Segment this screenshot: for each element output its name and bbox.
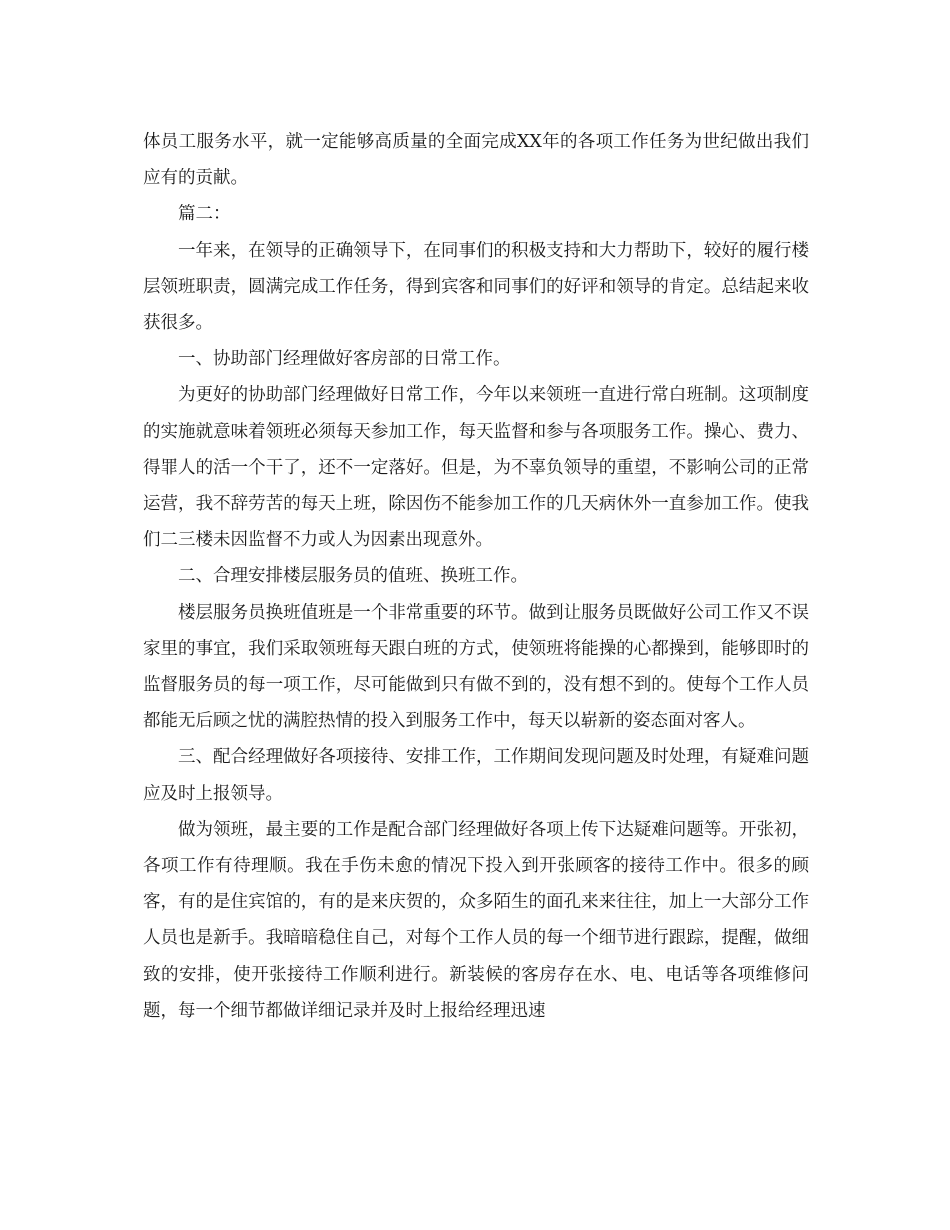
section-heading-part-two: 篇二： bbox=[178, 204, 231, 225]
paragraph-continuation: 体员工服务水平，就一定能够高质量的全面完成XX年的各项工作任务为世纪做出我们应有的贡献。 bbox=[143, 132, 809, 189]
heading-item-3: 三、配合经理做好各项接待、安排工作，工作期间发现问题及时处理，有疑难问题应及时上报领导。 bbox=[143, 747, 809, 804]
paragraph-item-1-body: 为更好的协助部门经理做好日常工作，今年以来领班一直进行常白班制。这项制度的实施就意味着领班必须每天参加工作，每天监督和参与各项服务工作。操心、费力、得罪人的活一个干了，还不一定落好。但是，为不辜负领导的重望，不影响公司的正常运营，我不辞劳苦的每天上班，除因伤不能参加工作的几天病休外一直参加工作。使我们二三楼未因监督不力或人为因素出现意外。 bbox=[143, 385, 809, 551]
heading-item-1: 一、协助部门经理做好客房部的日常工作。 bbox=[178, 349, 511, 370]
paragraph-intro: 一年来，在领导的正确领导下，在同事们的积极支持和大力帮助下，较好的履行楼层领班职责，圆满完成工作任务，得到宾客和同事们的好评和领导的肯定。总结起来收获很多。 bbox=[143, 240, 809, 334]
paragraph-item-3-body: 做为领班，最主要的工作是配合部门经理做好各项上传下达疑难问题等。开张初，各项工作有待理顺。我在手伤未愈的情况下投入到开张顾客的接待工作中。很多的顾客，有的是住宾馆的，有的是来庆贺的，众多陌生的面孔来来往往，加上一大部分工作人员也是新手。我暗暗稳住自己，对每个工作人员的每一个细节进行跟踪，提醒，做细致的安排，使开张接待工作顺利进行。新装候的客房存在水、电、电话等各项维修问题，每一个细节都做详细记录并及时上报给经理迅速 bbox=[143, 819, 809, 1021]
paragraph-item-2-body: 楼层服务员换班值班是一个非常重要的环节。做到让服务员既做好公司工作又不误家里的事宜，我们采取领班每天跟白班的方式，使领班将能操的心都操到，能够即时的监督服务员的每一项工作，尽可能做到只有做不到的，没有想不到的。使每个工作人员都能无后顾之忧的满腔热情的投入到服务工作中，每天以崭新的姿态面对客人。 bbox=[143, 602, 809, 732]
document-body bbox=[143, 124, 809, 1029]
heading-item-2: 二、合理安排楼层服务员的值班、换班工作。 bbox=[178, 566, 528, 587]
